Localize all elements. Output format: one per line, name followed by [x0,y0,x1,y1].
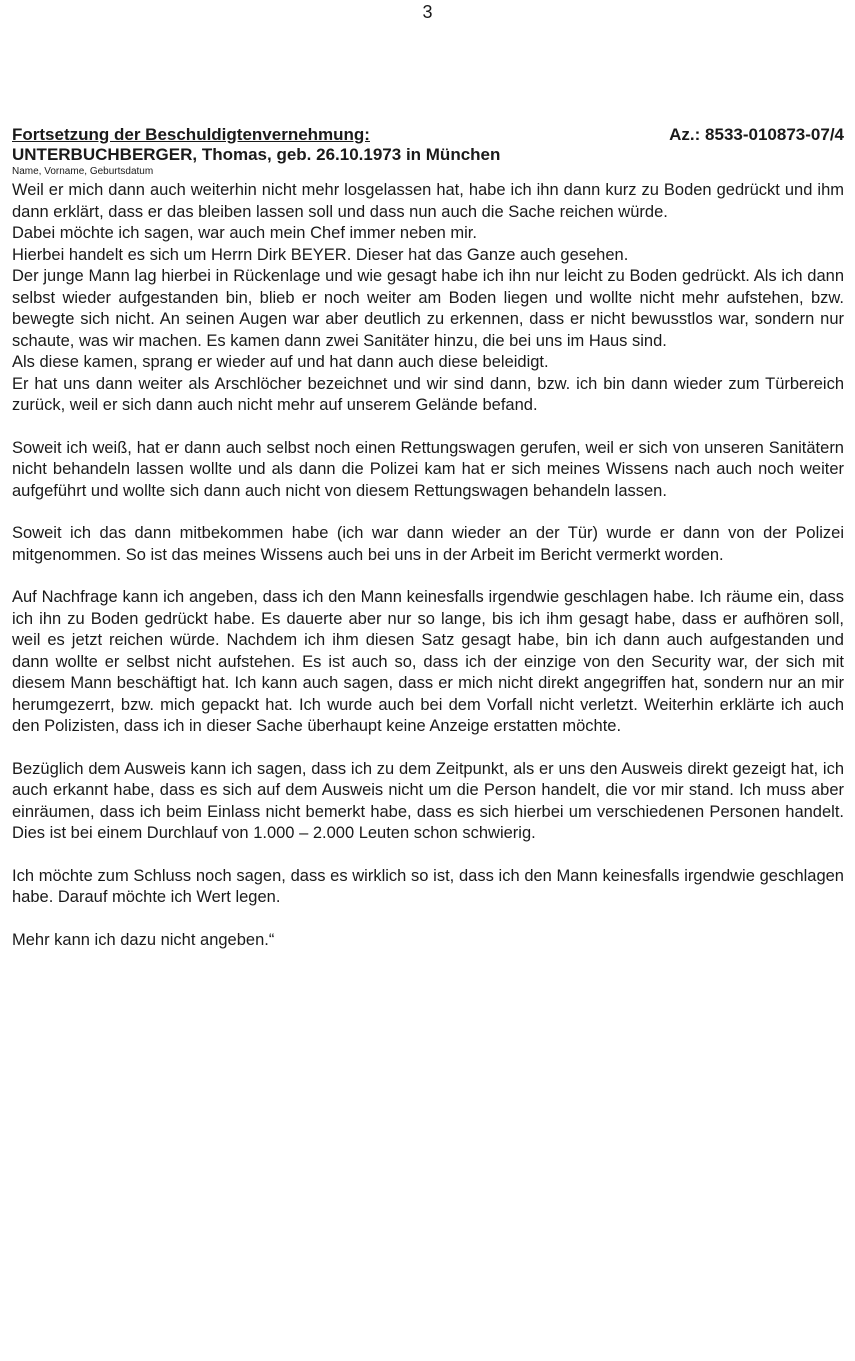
paragraph-1: Weil er mich dann auch weiterhin nicht mehr losgelassen hat, habe ich ihn dann kurz zu Boden gedrückt und ihm dann erklärt, dass er das bleiben lassen soll und dass nun auch die Sache reichen würde. [12,181,844,221]
paragraph-8: Soweit ich das dann mitbekommen habe (ich war dann wieder an der Tür) wurde er dann von der Polizei mitgenommen. So ist das meines Wissens auch bei uns in der Arbeit im Bericht vermerkt worden. [12,524,844,564]
paragraph-12: Mehr kann ich dazu nicht angeben.“ [12,930,275,949]
document-body [12,125,844,951]
paragraph-11: Ich möchte zum Schluss noch sagen, dass es wirklich so ist, dass ich den Mann keinesfalls irgendwie geschlagen habe. Darauf möchte ich Wert legen. [12,866,844,906]
page-number: 3 [422,2,433,22]
document-header [12,125,844,145]
header-title: Fortsetzung der Beschuldigtenvernehmung: [12,125,370,144]
suspect-name-line: UNTERBUCHBERGER, Thomas, geb. 26.10.1973 in München [12,145,501,164]
field-caption: Name, Vorname, Geburtsdatum [12,166,154,177]
paragraph-9: Auf Nachfrage kann ich angeben, dass ich den Mann keinesfalls irgendwie geschlagen habe. Ich räume ein, dass ich ihn zu Boden gedrückt habe. Es dauerte aber nur so lange, bis ich ihm gesagt habe, dass er aufhören soll, weil es jetzt reichen würde. Nachdem ich ihm diesen Satz gesagt habe, bin ich dann auch aufgestanden und dann wollte er selbst nicht aufstehen. Es ist auch so, dass ich der einzige von den Security war, der sich mit diesem Mann beschäftigt hat. Ich kann auch sagen, dass er mich nicht direkt angegriffen hat, sondern nur an mir herumgezerrt, bzw. mich gepackt hat. Ich wurde auch bei dem Vorfall nicht verletzt. Weiterhin erklärte ich auch den Polizisten, dass ich in dieser Sache überhaupt keine Anzeige erstatten möchte. [12,588,844,735]
paragraph-3: Hierbei handelt es sich um Herrn Dirk BEYER. Dieser hat das Ganze auch gesehen. [12,245,629,264]
case-number: Az.: 8533-010873-07/4 [669,125,844,144]
paragraph-5: Als diese kamen, sprang er wieder auf und hat dann auch diese beleidigt. [12,353,549,371]
paragraph-6: Er hat uns dann weiter als Arschlöcher bezeichnet und wir sind dann, bzw. ich bin dann wieder zum Türbereich zurück, weil er sich dann auch nicht mehr auf unserem Gelände befand. [12,374,844,414]
paragraph-2: Dabei möchte ich sagen, war auch mein Chef immer neben mir. [12,224,477,242]
paragraph-10: Bezüglich dem Ausweis kann ich sagen, dass ich zu dem Zeitpunkt, als er uns den Ausweis direkt gezeigt hat, ich auch erkannt habe, dass es sich auf dem Ausweis nicht um die Person handelt, die vor mir stand. Ich muss aber einräumen, dass ich beim Einlass nicht bemerkt habe, dass es sich hierbei um verschiedenen Personen handelt. Dies ist bei einem Durchlauf von 1.000 – 2.000 Leuten schon schwierig. [12,759,844,842]
paragraph-4: Der junge Mann lag hierbei in Rückenlage und wie gesagt habe ich ihn nur leicht zu Boden gedrückt. Als ich dann selbst wieder aufgestanden bin, blieb er noch weiter am Boden liegen und wollte nicht mehr aufstehen, bzw. bewegte sich nicht. An seinen Augen war aber deutlich zu erkennen, dass er nicht bewusstlos war, sondern nur schaute, was wir machen. Es kamen dann zwei Sanitäter hinzu, die bei uns im Haus sind. [12,267,844,350]
paragraph-7: Soweit ich weiß, hat er dann auch selbst noch einen Rettungswagen gerufen, weil er sich von unseren Sanitätern nicht behandeln lassen wollte und als dann die Polizei kam hat er sich meines Wissens nach auch noch weiter aufgeführt und wollte sich dann auch nicht von diesem Rettungswagen behandeln lassen. [12,438,844,500]
